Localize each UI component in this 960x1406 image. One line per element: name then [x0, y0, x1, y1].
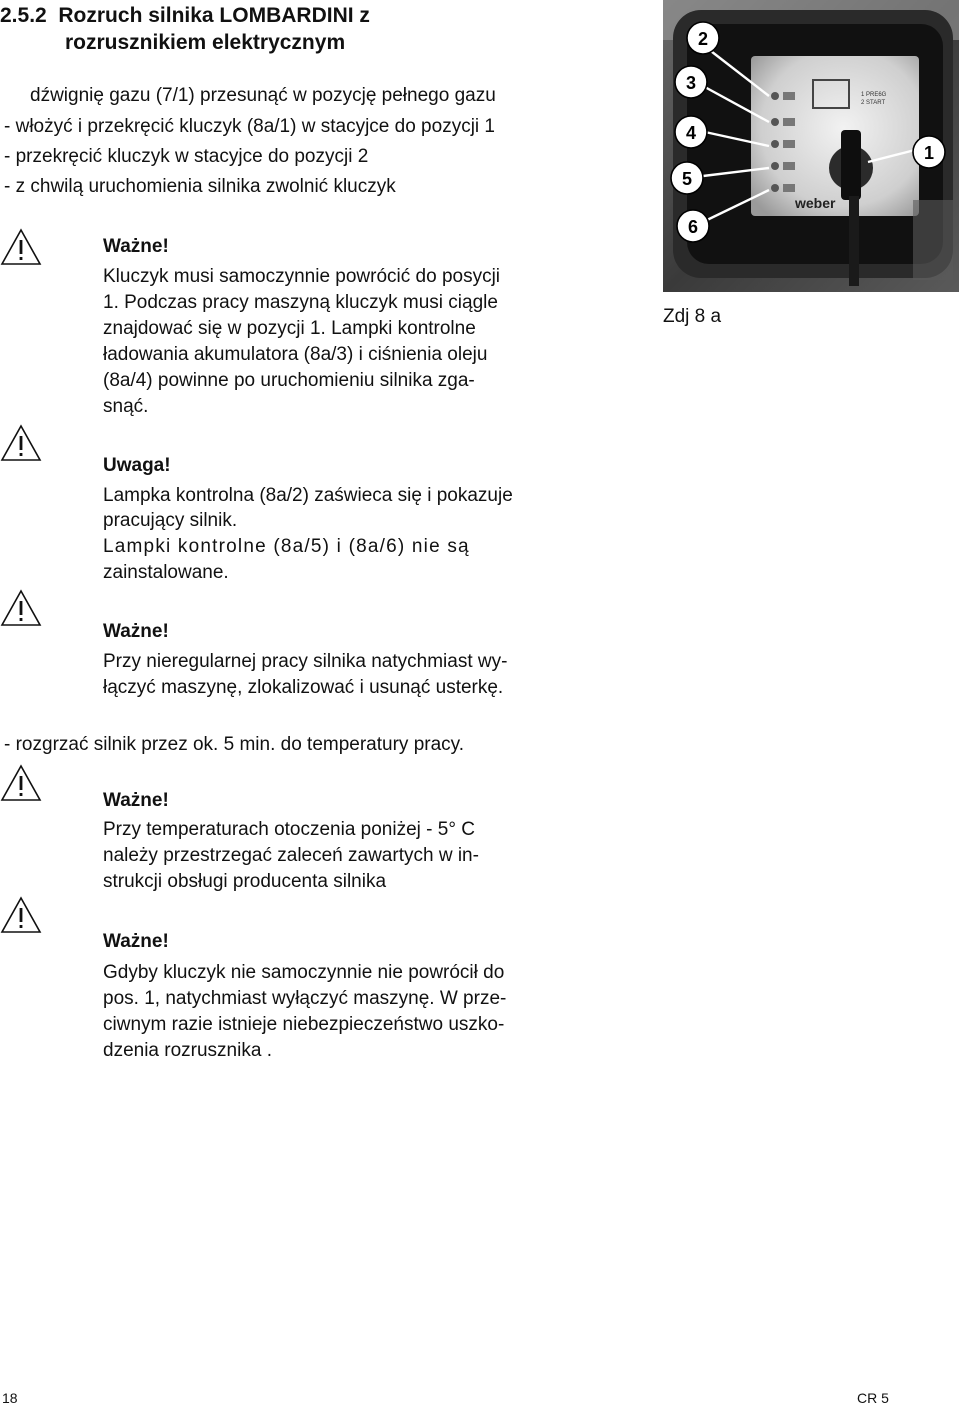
callout-label: 1 [923, 143, 935, 163]
step-throttle: dźwignię gazu (7/1) przesunąć w pozycję pełnego gazu [30, 85, 496, 106]
note5-line: Gdyby kluczyk nie samoczynnie nie powrócił do [103, 962, 505, 983]
note4-heading: Ważne! [103, 790, 169, 811]
note4-line: Przy temperaturach otoczenia poniżej - 5° C [103, 819, 475, 840]
note5-line: dzenia rozrusznika . [103, 1040, 272, 1061]
warning-triangle-icon [0, 228, 42, 266]
note2-line: pracujący silnik. [103, 510, 238, 531]
callout-label: 5 [681, 169, 693, 189]
note3-heading: Ważne! [103, 621, 169, 642]
note4-line: strukcji obsługi producenta silnika [103, 871, 387, 892]
ignition-panel-photo [663, 0, 959, 292]
note3-line: łączyć maszynę, zlokalizować i usunąć usterkę. [103, 677, 504, 698]
panel-label: 1 PRE6G [861, 92, 887, 98]
note1-line: ładowania akumulatora (8a/3) i ciśnienia oleju [103, 344, 488, 365]
note1-line: znajdować się w pozycji 1. Lampki kontrolne [103, 318, 476, 339]
callout-label: 4 [685, 123, 697, 143]
note2-line: Lampki kontrolne (8a/5) i (8a/6) nie są [103, 536, 470, 557]
callout-label: 3 [685, 73, 697, 93]
warning-triangle-icon [0, 589, 42, 627]
section-number: 2.5.2 [0, 4, 47, 27]
note1-heading: Ważne! [103, 236, 169, 257]
note1-line: (8a/4) powinne po uruchomieniu silnika zga- [103, 370, 475, 391]
section-title-line1: Rozruch silnika LOMBARDINI z [58, 4, 370, 27]
note1-line: Kluczyk musi samoczynnie powrócić do posycji [103, 266, 501, 287]
warning-triangle-icon [0, 424, 42, 462]
note2-line: Lampka kontrolna (8a/2) zaświeca się i pokazuje [103, 485, 513, 506]
note2-heading: Uwaga! [103, 455, 171, 476]
footer-model: CR 5 [857, 1390, 889, 1406]
step-warm-up: - rozgrzać silnik przez ok. 5 min. do temperatury pracy. [4, 734, 465, 755]
step-insert-key: - włożyć i przekręcić kluczyk (8a/1) w stacyjce do pozycji 1 [4, 116, 495, 137]
note5-heading: Ważne! [103, 931, 169, 952]
brand-logo: weber [795, 195, 836, 211]
step-turn-key: - przekręcić kluczyk w stacyjce do pozycji 2 [4, 146, 369, 167]
page-number: 18 [2, 1390, 18, 1406]
note1-line: snąć. [103, 396, 149, 417]
warning-triangle-icon [0, 764, 42, 802]
warning-triangle-icon [0, 896, 42, 934]
note3-line: Przy nieregularnej pracy silnika natychmiast wy- [103, 651, 508, 672]
note1-line: 1. Podczas pracy maszyną kluczyk musi ciągle [103, 292, 498, 313]
note5-line: pos. 1, natychmiast wyłączyć maszynę. W prze- [103, 988, 507, 1009]
section-heading [0, 2, 370, 29]
callout-label: 2 [697, 29, 709, 49]
section-title-line2: rozrusznikiem elektrycznym [65, 31, 346, 54]
panel-label: 2 START [861, 100, 886, 106]
step-release-key: - z chwilą uruchomienia silnika zwolnić kluczyk [4, 176, 396, 197]
note4-line: należy przestrzegać zaleceń zawartych w in- [103, 845, 479, 866]
note2-line: zainstalowane. [103, 562, 229, 583]
figure-caption: Zdj 8 a [663, 306, 722, 327]
callout-label: 6 [687, 217, 699, 237]
note5-line: ciwnym razie istnieje niebezpieczeństwo uszko- [103, 1014, 505, 1035]
